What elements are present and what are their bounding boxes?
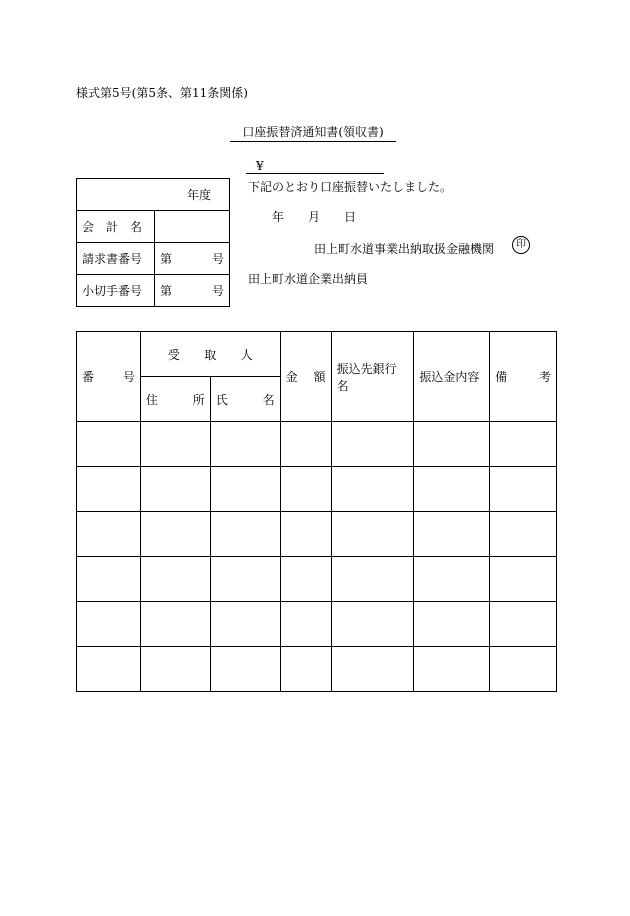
table-row <box>77 512 557 557</box>
table-cell <box>77 557 141 602</box>
table-cell <box>490 512 557 557</box>
table-cell <box>280 467 331 512</box>
account-name-value <box>155 211 230 243</box>
check-number-label: 小切手番号 <box>77 275 155 307</box>
table-cell <box>414 467 490 512</box>
table-cell <box>280 512 331 557</box>
header-address-b: 所 <box>192 392 205 407</box>
info-table <box>76 178 230 307</box>
table-cell <box>414 422 490 467</box>
table-cell <box>140 602 210 647</box>
header-remarks-a: 備 <box>495 370 508 384</box>
table-cell <box>280 557 331 602</box>
invoice-number-label: 請求書番号 <box>77 243 155 275</box>
year-label: 年 <box>272 210 285 224</box>
table-cell <box>77 647 141 692</box>
table-cell <box>331 422 414 467</box>
header-bank: 振込先銀行名 <box>331 332 414 422</box>
table-cell <box>280 647 331 692</box>
table-cell <box>490 602 557 647</box>
table-cell <box>140 422 210 467</box>
dai-label: 第 <box>160 252 173 266</box>
table-cell <box>414 557 490 602</box>
document-title: 口座振替済通知書(領収書) <box>230 123 396 142</box>
table-cell <box>331 467 414 512</box>
table-cell <box>210 647 280 692</box>
table-cell <box>77 602 141 647</box>
table-cell <box>331 647 414 692</box>
table-row <box>77 467 557 512</box>
table-cell <box>490 422 557 467</box>
fiscal-year-label: 年度 <box>186 188 211 202</box>
go-label: 号 <box>211 284 224 298</box>
header-remarks-b: 考 <box>538 370 551 384</box>
transfer-table <box>76 331 557 692</box>
table-row <box>77 557 557 602</box>
header-recipient-b: 取 <box>204 347 217 362</box>
header-amount-a: 金 <box>285 370 298 384</box>
table-cell <box>414 602 490 647</box>
table-cell <box>490 467 557 512</box>
go-label: 号 <box>211 252 224 266</box>
table-cell <box>210 467 280 512</box>
account-name-label: 会 計 名 <box>77 211 155 243</box>
table-cell <box>414 512 490 557</box>
seal-icon: 印 <box>512 236 530 254</box>
month-label: 月 <box>308 210 321 224</box>
header-recipient <box>140 332 280 377</box>
header-address <box>140 377 210 422</box>
dai-label: 第 <box>160 284 173 298</box>
table-cell <box>77 512 141 557</box>
header-remarks <box>490 332 557 422</box>
notice-message: 下記のとおり口座振替いたしました。 <box>248 180 453 194</box>
table-cell <box>140 467 210 512</box>
amount-line <box>246 159 384 174</box>
table-cell <box>140 647 210 692</box>
table-cell <box>414 647 490 692</box>
table-cell <box>280 602 331 647</box>
header-content: 振込金内容 <box>414 332 490 422</box>
table-row <box>77 422 557 467</box>
table-cell <box>331 512 414 557</box>
table-row <box>77 647 557 692</box>
table-cell <box>140 512 210 557</box>
header-name-a: 氏 <box>215 392 228 407</box>
table-cell <box>140 557 210 602</box>
table-cell <box>490 557 557 602</box>
table-cell <box>331 602 414 647</box>
fiscal-year-cell <box>77 179 230 211</box>
header-name <box>210 377 280 422</box>
table-cell <box>210 512 280 557</box>
table-cell <box>210 557 280 602</box>
invoice-number-value <box>155 243 230 275</box>
header-amount <box>280 332 331 422</box>
header-amount-b: 額 <box>313 370 326 384</box>
table-cell <box>490 647 557 692</box>
table-cell <box>210 422 280 467</box>
date-line <box>272 208 356 225</box>
form-number: 様式第5号(第5条、第11条関係) <box>76 86 248 100</box>
cashier-label: 田上町水道企業出納員 <box>248 272 369 286</box>
header-recipient-c: 人 <box>240 347 253 362</box>
header-number <box>77 332 141 422</box>
table-cell <box>77 422 141 467</box>
table-cell <box>77 467 141 512</box>
check-number-value <box>155 275 230 307</box>
day-label: 日 <box>344 210 357 224</box>
header-number-a: 番 <box>82 370 95 384</box>
table-cell <box>331 557 414 602</box>
header-address-a: 住 <box>145 392 158 407</box>
table-body <box>77 422 557 692</box>
header-number-b: 号 <box>122 370 135 384</box>
table-cell <box>280 422 331 467</box>
table-cell <box>210 602 280 647</box>
yen-symbol: ¥ <box>256 159 264 173</box>
header-name-b: 名 <box>262 392 275 407</box>
header-recipient-a: 受 <box>167 347 180 362</box>
bank-label: 田上町水道事業出納取扱金融機関 <box>314 242 495 256</box>
table-row <box>77 602 557 647</box>
